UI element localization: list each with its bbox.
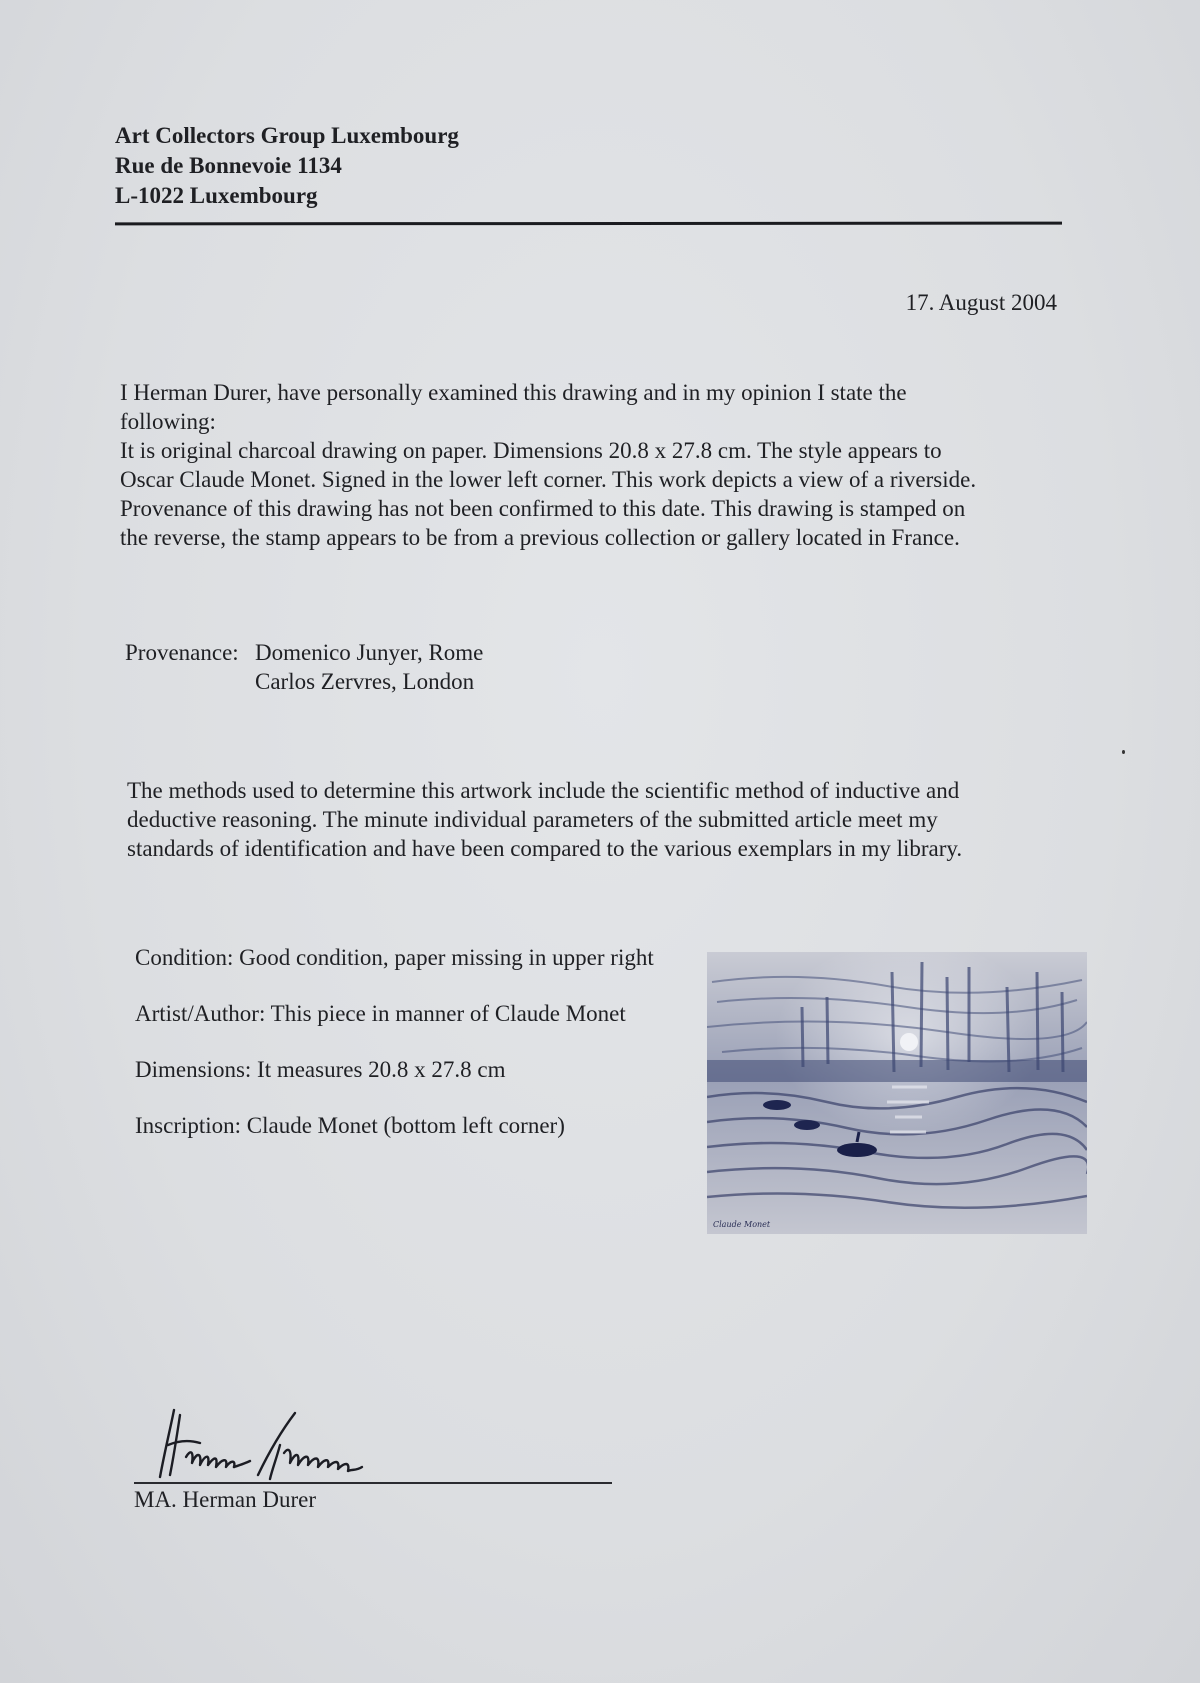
statement-line: the reverse, the stamp appears to be from a previous collection or gallery located in France. xyxy=(120,525,960,550)
dimensions-detail: Dimensions: It measures 20.8 x 27.8 cm xyxy=(135,1057,506,1082)
statement-line: Oscar Claude Monet. Signed in the lower left corner. This work depicts a view of a riverside. xyxy=(120,467,977,492)
inscription-detail: Inscription: Claude Monet (bottom left corner) xyxy=(135,1113,565,1138)
company-city: L-1022 Luxembourg xyxy=(115,183,318,208)
provenance-label: Provenance: xyxy=(125,640,239,665)
letterhead xyxy=(115,121,459,211)
condition-detail: Condition: Good condition, paper missing in upper right xyxy=(135,945,654,970)
artwork-details xyxy=(135,945,654,1169)
document-date: 17. August 2004 xyxy=(905,290,1057,315)
statement-line: following: xyxy=(120,409,216,434)
letterhead-divider xyxy=(115,222,1062,226)
paper-speck xyxy=(1122,750,1125,754)
statement-line: Provenance of this drawing has not been confirmed to this date. This drawing is stamped on xyxy=(120,496,966,521)
methods-line: deductive reasoning. The minute individual parameters of the submitted article meet my xyxy=(127,807,938,832)
artist-detail: Artist/Author: This piece in manner of Claude Monet xyxy=(135,1001,626,1026)
provenance-entry: Domenico Junyer, Rome xyxy=(255,640,484,665)
handwritten-signature xyxy=(130,1405,615,1485)
artwork-image xyxy=(707,952,1087,1234)
statement-line: I Herman Durer, have personally examined this drawing and in my opinion I state the xyxy=(120,380,907,405)
methods-paragraph xyxy=(127,776,962,863)
provenance-entry: Carlos Zervres, London xyxy=(255,669,475,694)
signatory-name: MA. Herman Durer xyxy=(134,1487,317,1512)
provenance-block xyxy=(125,638,483,696)
statement-line: It is original charcoal drawing on paper. Dimensions 20.8 x 27.8 cm. The style appears to xyxy=(120,438,942,463)
methods-line: standards of identification and have been compared to the various exemplars in my library. xyxy=(127,836,963,861)
company-street: Rue de Bonnevoie 1134 xyxy=(115,153,342,178)
artwork-inscription: Claude Monet xyxy=(713,1220,771,1229)
methods-line: The methods used to determine this artwork include the scientific method of inductive and xyxy=(127,778,960,803)
signature-line xyxy=(134,1482,612,1484)
signature-block xyxy=(130,1405,615,1512)
statement-paragraph xyxy=(120,378,976,552)
company-name: Art Collectors Group Luxembourg xyxy=(115,123,459,148)
